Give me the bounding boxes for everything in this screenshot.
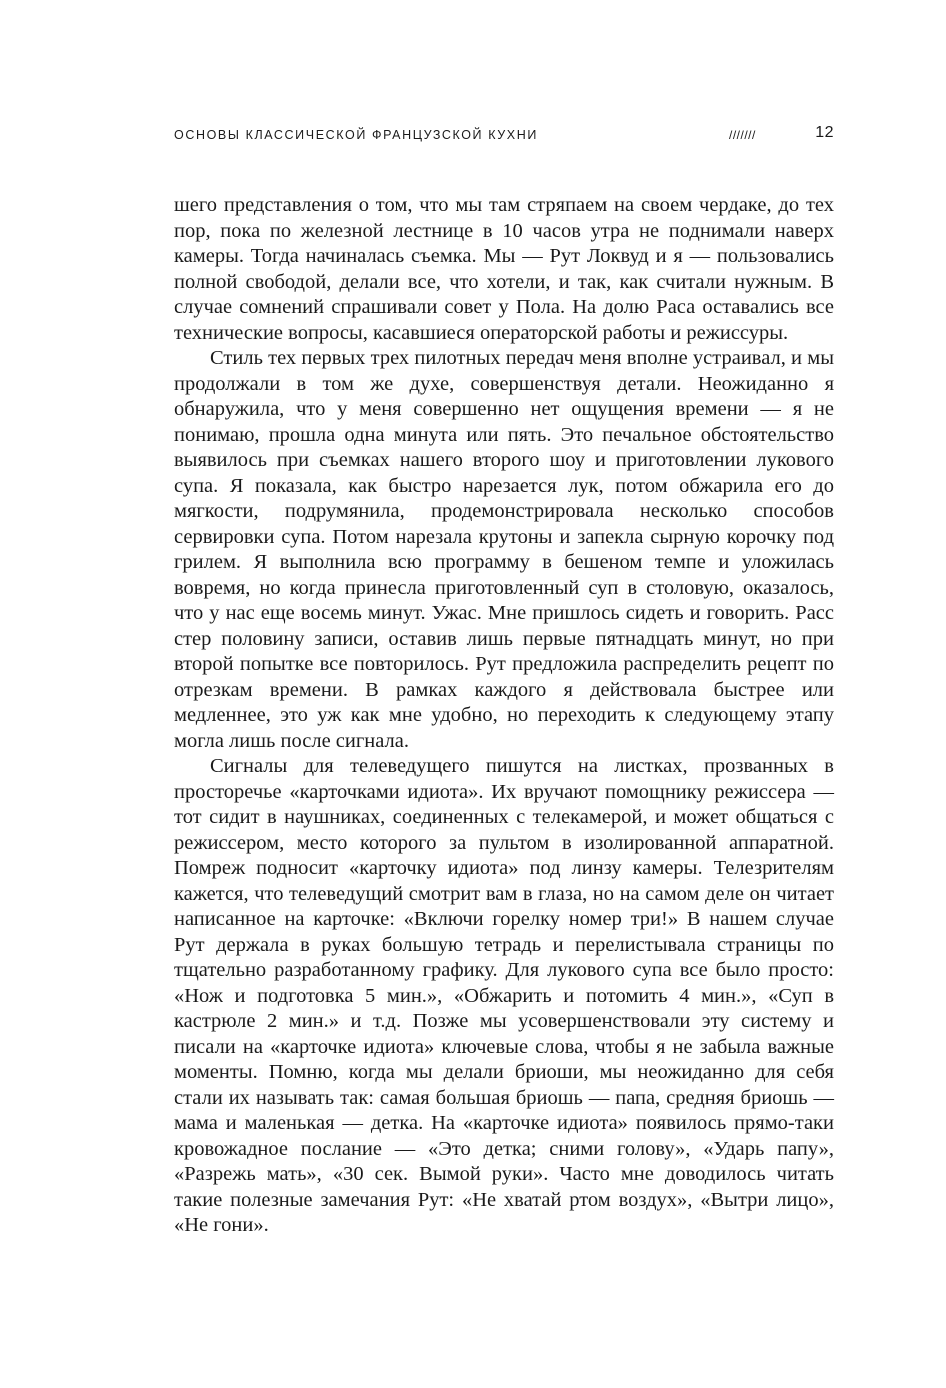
paragraph-1: шего представления о том, что мы там стряпаем на своем чердаке, до тех пор, пока по железной лестнице в 10 часов утра не поднимали наверх камеры. Тогда начиналась съемка. Мы — Рут Локвуд и я — пользовались полной свободой, делали все, что хотели, и так, как считали нужным. В случае сомнений спрашивали совет у Пола. На долю Раса оставались все технические вопросы, касавшиеся операторской работы и режиссуры. [174,194,834,344]
body-text [174,193,834,1239]
paragraph-2: Стиль тех первых трех пилотных передач меня вполне устраивал, и мы продолжали в том же духе, совершенствуя детали. Неожиданно я обнаружила, что у меня совершенно нет ощущения времени — я не понимаю, прошла одна минута или пять. Это печальное обстоятельство выявилось при съемках нашего второго шоу и приготовлении лукового супа. Я показала, как быстро нарезается лук, потом обжарила его до мягкости, подрумянила, продемонстрировала несколько способов сервировки супа. Потом нарезала крутоны и запекла сырную корочку под грилем. Я выполнила всю программу в бешеном темпе и уложилась вовремя, но когда принесла приготовленный суп в столовую, оказалось, что у нас еще восемь минут. Ужас. Мне пришлось сидеть и говорить. Расс стер половину записи, оставив лишь первые пятнадцать минут, но при второй попытке все повторилось. Рут предложила распределить рецепт по отрезкам времени. В рамках каждого я действовала быстрее или медленнее, это уж как мне удобно, но переходить к следующему этапу могла лишь после сигнала. [174,347,834,752]
slash-ornament: /////// [729,128,756,142]
paragraph-3: Сигналы для телеведущего пишутся на листках, прозванных в просторечье «карточками идиота». Их вручают помощнику режиссера — тот сидит в наушниках, соединенных с телекамерой, и может общаться с режиссером, место которого за пультом в изолированной аппаратной. Помреж подносит «карточку идиота» под линзу камеры. Телезрителям кажется, что телеведущий смотрит вам в глаза, но на самом деле он читает написанное на карточке: «Включи горелку номер три!» В нашем случае Рут держала в руках большую тетрадь и перелистывала страницы по тщательно разработанному графику. Для лукового супа все было просто: «Нож и подготовка 5 мин.», «Обжарить и потомить 4 мин.», «Суп в кастрюле 2 мин.» и т.д. Позже мы усовершенствовали эту систему и писали на «карточке идиота» ключевые слова, чтобы я не забыла важные моменты. Помню, когда мы делали бриоши, мы неожиданно для себя стали их называть так: самая большая бриошь — папа, средняя бриошь — мама и маленькая — детка. На «карточке идиота» появилось прямо-таки кровожадное послание — «Это детка; сними голову», «Ударь папу», «Разрежь мать», «30 сек. Вымой руки». Часто мне доводилось читать такие полезные замечания Рут: «Не хватай ртом воздух», «Вытри лицо», «Не гони». [174,755,834,1236]
page-number: 12 [815,124,834,141]
running-head [174,124,834,148]
running-title: ОСНОВЫ КЛАССИЧЕСКОЙ ФРАНЦУЗСКОЙ КУХНИ [174,128,538,142]
